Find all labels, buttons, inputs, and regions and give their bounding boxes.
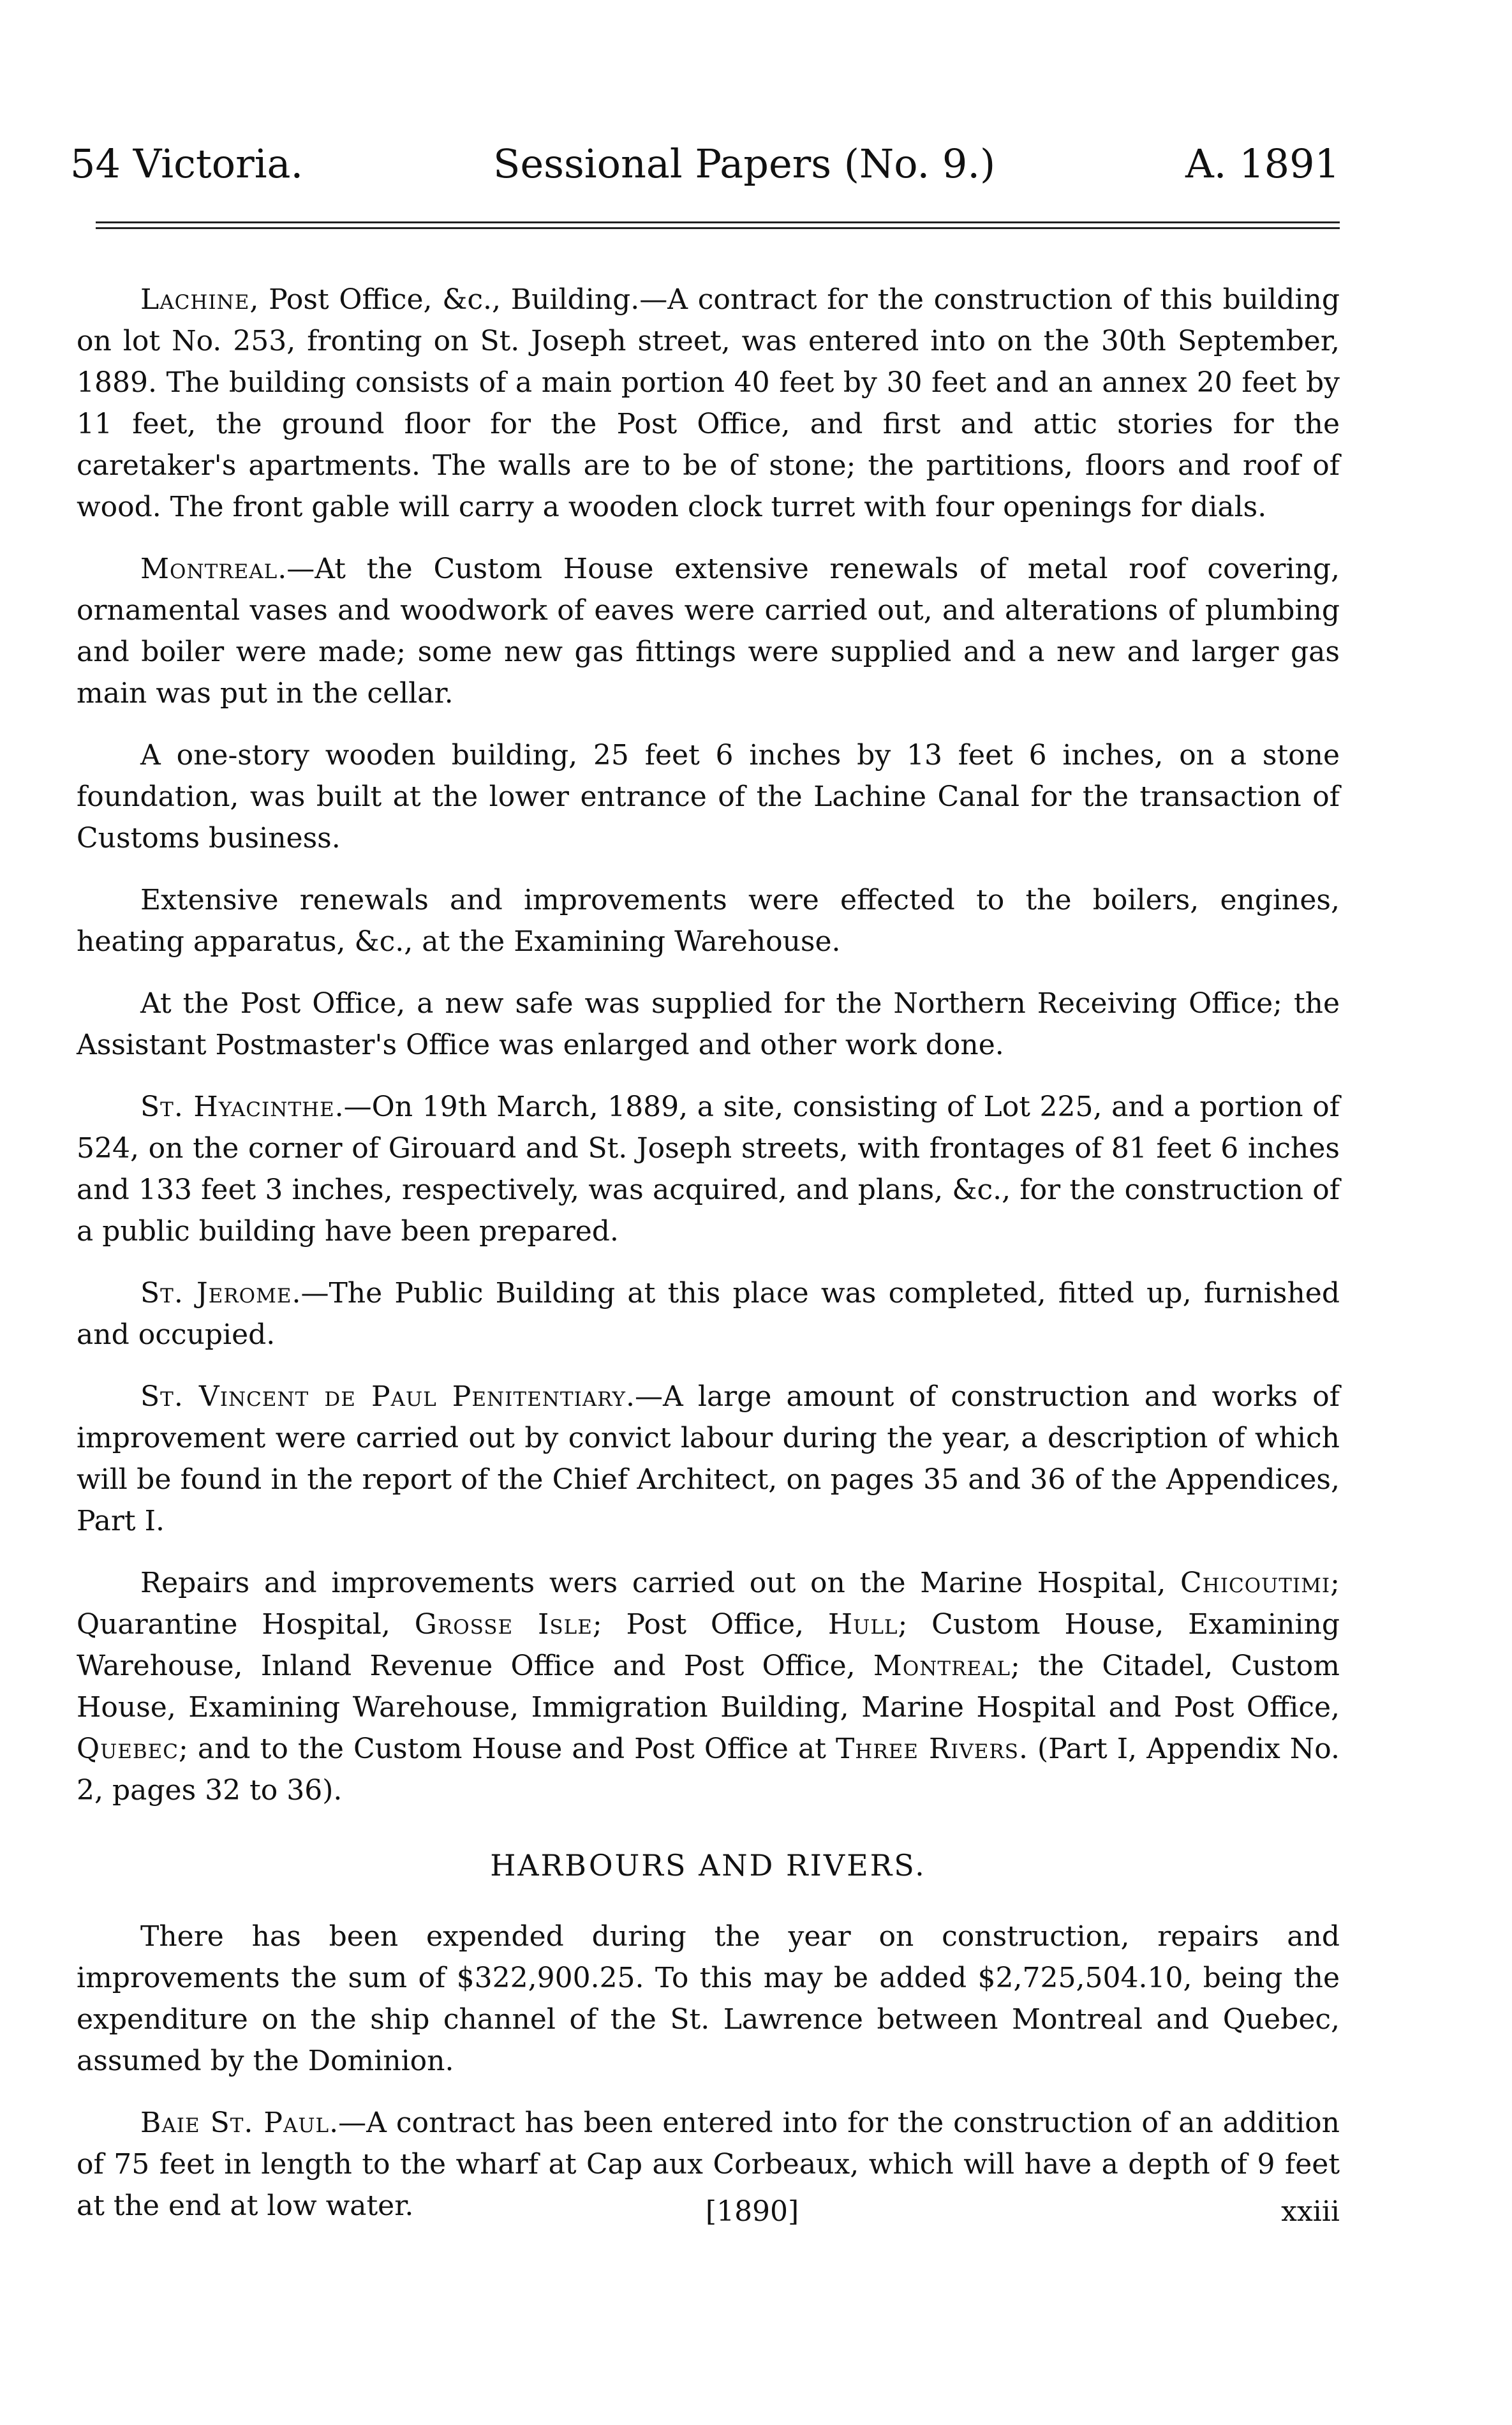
body-text	[70, 279, 1340, 2227]
page-number: xxiii	[1281, 2195, 1340, 2228]
paragraph-expenditure: There has been expended during the year on construction, repairs and improvements the sum of $322,900.25. To this may be added $2,725,504.10, being the expenditure on the ship channel of the St. Lawrence between Montreal and Quebec, assumed by the Dominion.	[77, 1920, 1340, 2077]
paragraph-examining-warehouse: Extensive renewals and improvements were effected to the boilers, engines, heating apparatus, &c., at the Examining Warehouse.	[77, 884, 1340, 958]
paragraph-lachine: Lachine, Post Office, &c., Building.—A contract for the construction of this building on lot No. 253, fronting on St. Joseph street, was entered into on the 30th September, 1889. The building consists of a main portion 40 feet by 30 feet and an annex 20 feet by 11 feet, the ground floor for the Post Office, and first and attic stories for the caretaker's apartments. The walls are to be of stone; the partitions, floors and roof of wood. The front gable will carry a wooden clock turret with four openings for dials.	[77, 283, 1340, 523]
footer-signature: [1890]	[705, 2195, 799, 2228]
page-footer	[70, 2195, 1340, 2228]
paragraph-repairs: Repairs and improvements wers carried out on the Marine Hospital, Chicoutimi; Quarantine Hospital, Grosse Isle; Post Office, Hull; Custom House, Examining Warehouse, Inland Revenue Office and Post Office, Montreal; the Citadel, Custom House, Examining Warehouse, Immigration Building, Marine Hospital and Post Office, Quebec; and to the Custom House and Post Office at Three Rivers. (Part I, Appendix No. 2, pages 32 to 36).	[77, 1567, 1340, 1807]
paragraph-st-vincent-de-paul: St. Vincent de Paul Penitentiary.—A large amount of construction and works of improvement were carried out by convict labour during the year, a description of which will be found in the report of the Chief Architect, on pages 35 and 36 of the Appendices, Part I.	[77, 1380, 1340, 1537]
lead-lachine: Lachine	[140, 283, 250, 316]
header-year: A. 1891	[1185, 140, 1340, 187]
paragraph-montreal: Montreal.—At the Custom House extensive renewals of metal roof covering, ornamental vases and woodwork of eaves were carried out, and alterations of plumbing and boiler were made; some new gas fittings were supplied and a new and larger gas main was put in the cellar.	[77, 553, 1340, 710]
header-title: Sessional Papers (No. 9.)	[493, 140, 996, 187]
lead-baie-st-paul: Baie St. Paul	[140, 2107, 330, 2139]
header-volume: 54 Victoria.	[70, 140, 304, 187]
lead-st-jerome: St. Jerome	[140, 1277, 292, 1310]
paragraph-customs-building: A one-story wooden building, 25 feet 6 inches by 13 feet 6 inches, on a stone foundation, was built at the lower entrance of the Lachine Canal for the transaction of Customs business.	[77, 739, 1340, 854]
lead-st-vincent-de-paul: St. Vincent de Paul Penitentiary	[140, 1380, 626, 1413]
paragraph-st-jerome: St. Jerome.—The Public Building at this place was completed, fitted up, furnished and occupied.	[77, 1277, 1340, 1351]
lead-st-hyacinthe: St. Hyacinthe	[140, 1091, 335, 1123]
lead-montreal: Montreal	[140, 553, 278, 585]
header-double-rule	[96, 221, 1340, 233]
paragraph-baie-st-paul: Baie St. Paul.—A contract has been entered into for the construction of an addition of 75 feet in length to the wharf at Cap aux Corbeaux, which will have a depth of 9 feet at the end at low water.	[77, 2107, 1340, 2222]
paragraph-st-hyacinthe: St. Hyacinthe.—On 19th March, 1889, a site, consisting of Lot 225, and a portion of 524, on the corner of Girouard and St. Joseph streets, with frontages of 81 feet 6 inches and 133 feet 3 inches, respectively, was acquired, and plans, &c., for the construction of a public building have been prepared.	[77, 1091, 1340, 1248]
section-heading: HARBOURS AND RIVERS.	[490, 1848, 926, 1883]
paragraph-post-office: At the Post Office, a new safe was supplied for the Northern Receiving Office; the Assistant Postmaster's Office was enlarged and other work done.	[77, 987, 1340, 1061]
running-head	[70, 140, 1340, 187]
